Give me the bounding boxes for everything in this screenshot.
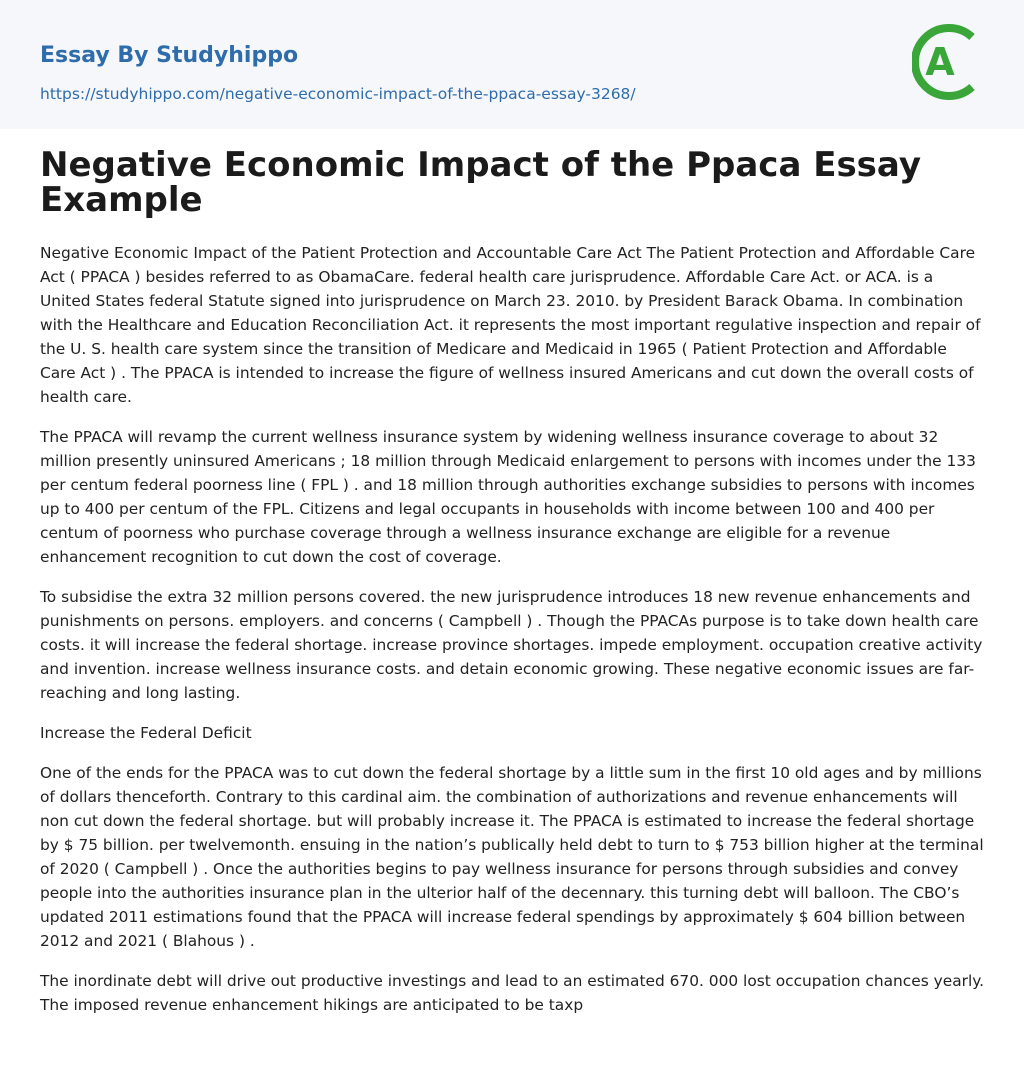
article-content <box>40 145 985 1033</box>
studyhippo-logo-icon[interactable] <box>912 19 986 105</box>
page-title: Negative Economic Impact of the Ppaca Essay Example <box>40 145 921 220</box>
paragraph-3: To subsidise the extra 32 million persons covered. the new jurisprudence introduces 18 new revenue enhancements and punishments on persons. employers. and concerns ( Campbell ) . Though the PPACAs purpose is to take down health care costs. it will increase the federal shortage. increase province shortages. impede employment. occupation creative activity and invention. increase wellness insurance costs. and detain economic growing. These negative economic issues are far-reaching and long lasting. <box>40 588 983 702</box>
site-title[interactable]: Essay By Studyhippo <box>40 43 299 68</box>
paragraph-5: The inordinate debt will drive out productive investings and lead to an estimated 670. 000 lost occupation chances yearly. The imposed revenue enhancement hikings are anticipated to be taxp <box>40 972 985 1014</box>
article-url-link[interactable]: https://studyhippo.com/negative-economic-impact-of-the-ppaca-essay-3268/ <box>40 85 636 103</box>
paragraph-4: One of the ends for the PPACA was to cut down the federal shortage by a little sum in the first 10 old ages and by millions of dollars thenceforth. Contrary to this cardinal aim. the combination of authorizations and revenue enhancements will non cut down the federal shortage. but will probably increase it. The PPACA is estimated to increase the federal shortage by $ 75 billion. per twelvemonth. ensuing in the nation’s publically held debt to turn to $ 753 billion higher at the terminal of 2020 ( Campbell ) . Once the authorities begins to pay wellness insurance for persons through subsidies and convey people into the authorities insurance plan in the ulterior half of the decennary. this turning debt will balloon. The CBO’s updated 2011 estimations found that the PPACA will increase federal spendings by approximately $ 604 billion between 2012 and 2021 ( Blahous ) . <box>40 764 984 950</box>
paragraph-2: The PPACA will revamp the current wellness insurance system by widening wellness insurance coverage to about 32 million presently uninsured Americans ; 18 million through Medicaid enlargement to persons with incomes under the 133 per centum federal poorness line ( FPL ) . and 18 million through authorities exchange subsidies to persons with incomes up to 400 per centum of the FPL. Citizens and legal occupants in households with income between 100 and 400 per centum of poorness who purchase coverage through a wellness insurance exchange are eligible for a revenue enhancement recognition to cut down the cost of coverage. <box>40 428 976 566</box>
logo-letter: A <box>925 40 955 84</box>
site-header <box>0 0 1024 129</box>
section-heading: Increase the Federal Deficit <box>40 724 252 742</box>
paragraph-1: Negative Economic Impact of the Patient Protection and Accountable Care Act The Patient Protection and Affordable Care Act ( PPACA ) besides referred to as ObamaCare. federal health care jurisprudence. Affordable Care Act. or ACA. is a United States federal Statute signed into jurisprudence on March 23. 2010. by President Barack Obama. In combination with the Healthcare and Education Reconciliation Act. it represents the most important regulative inspection and repair of the U. S. health care system since the transition of Medicare and Medicaid in 1965 ( Patient Protection and Affordable Care Act ) . The PPACA is intended to increase the figure of wellness insured Americans and cut down the overall costs of health care. <box>40 244 981 406</box>
